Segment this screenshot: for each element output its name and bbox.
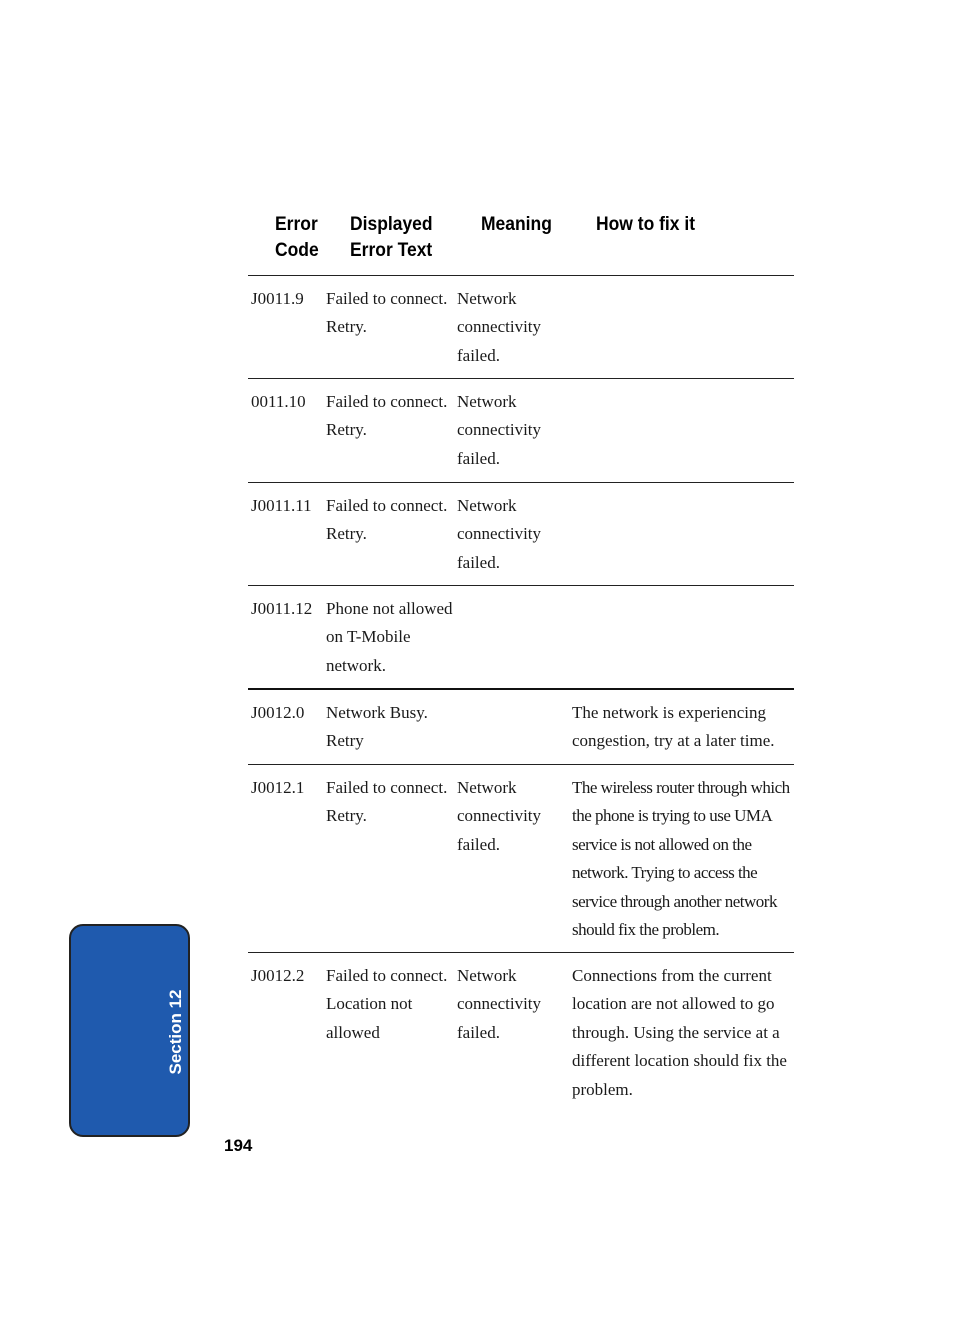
error-code-cell: J0011.9 — [251, 289, 304, 308]
meaning-cell: Network connectivity failed. — [457, 289, 542, 365]
page-number: 194 — [224, 1136, 253, 1155]
table-row — [248, 483, 794, 586]
table-row — [248, 690, 794, 765]
displayed-text-cell: Failed to connect. Location not allowed — [326, 966, 448, 1042]
header-displayed-error-text: Displayed Error Text — [350, 214, 433, 261]
header-error-code: Error Code — [275, 214, 319, 261]
error-code-cell: J0011.11 — [251, 496, 312, 515]
section-label: Section 12 — [166, 989, 185, 1075]
meaning-cell: Network connectivity failed. — [457, 496, 542, 572]
header-how-to-fix: How to fix it — [596, 214, 696, 235]
displayed-text-cell: Network Busy. Retry — [326, 703, 428, 751]
meaning-cell: Network connectivity failed. — [457, 966, 542, 1042]
displayed-text-cell: Failed to connect. Retry. — [326, 289, 448, 337]
error-code-cell: J0012.1 — [251, 778, 305, 797]
table-row — [248, 586, 794, 690]
error-code-cell: J0012.2 — [251, 966, 305, 985]
fix-cell: Connections from the current location are not allowed to go through. Using the service at a different location should fix the problem. — [572, 966, 787, 1099]
displayed-text-cell: Failed to connect. Retry. — [326, 778, 448, 826]
table-row — [248, 379, 794, 483]
table-row — [248, 953, 794, 1113]
fix-cell: The network is experiencing congestion, try at a later time. — [572, 703, 775, 751]
error-code-table — [248, 212, 794, 1113]
table-row — [248, 276, 794, 379]
error-code-cell: 0011.10 — [251, 392, 306, 411]
meaning-cell: Network connectivity failed. — [457, 778, 542, 854]
table-row — [248, 765, 794, 953]
displayed-text-cell: Phone not allowed on T-Mobile network. — [326, 599, 453, 675]
meaning-cell: Network connectivity failed. — [457, 392, 542, 468]
displayed-text-cell: Failed to connect. Retry. — [326, 392, 448, 440]
displayed-text-cell: Failed to connect. Retry. — [326, 496, 448, 544]
header-meaning: Meaning — [481, 214, 552, 235]
fix-cell: The wireless router through which the phone is trying to use UMA service is not allowed on the network. Trying to access the service through another network should fix the problem. — [572, 778, 790, 940]
table-header — [248, 212, 794, 276]
error-code-cell: J0011.12 — [251, 599, 313, 618]
error-code-cell: J0012.0 — [251, 703, 305, 722]
